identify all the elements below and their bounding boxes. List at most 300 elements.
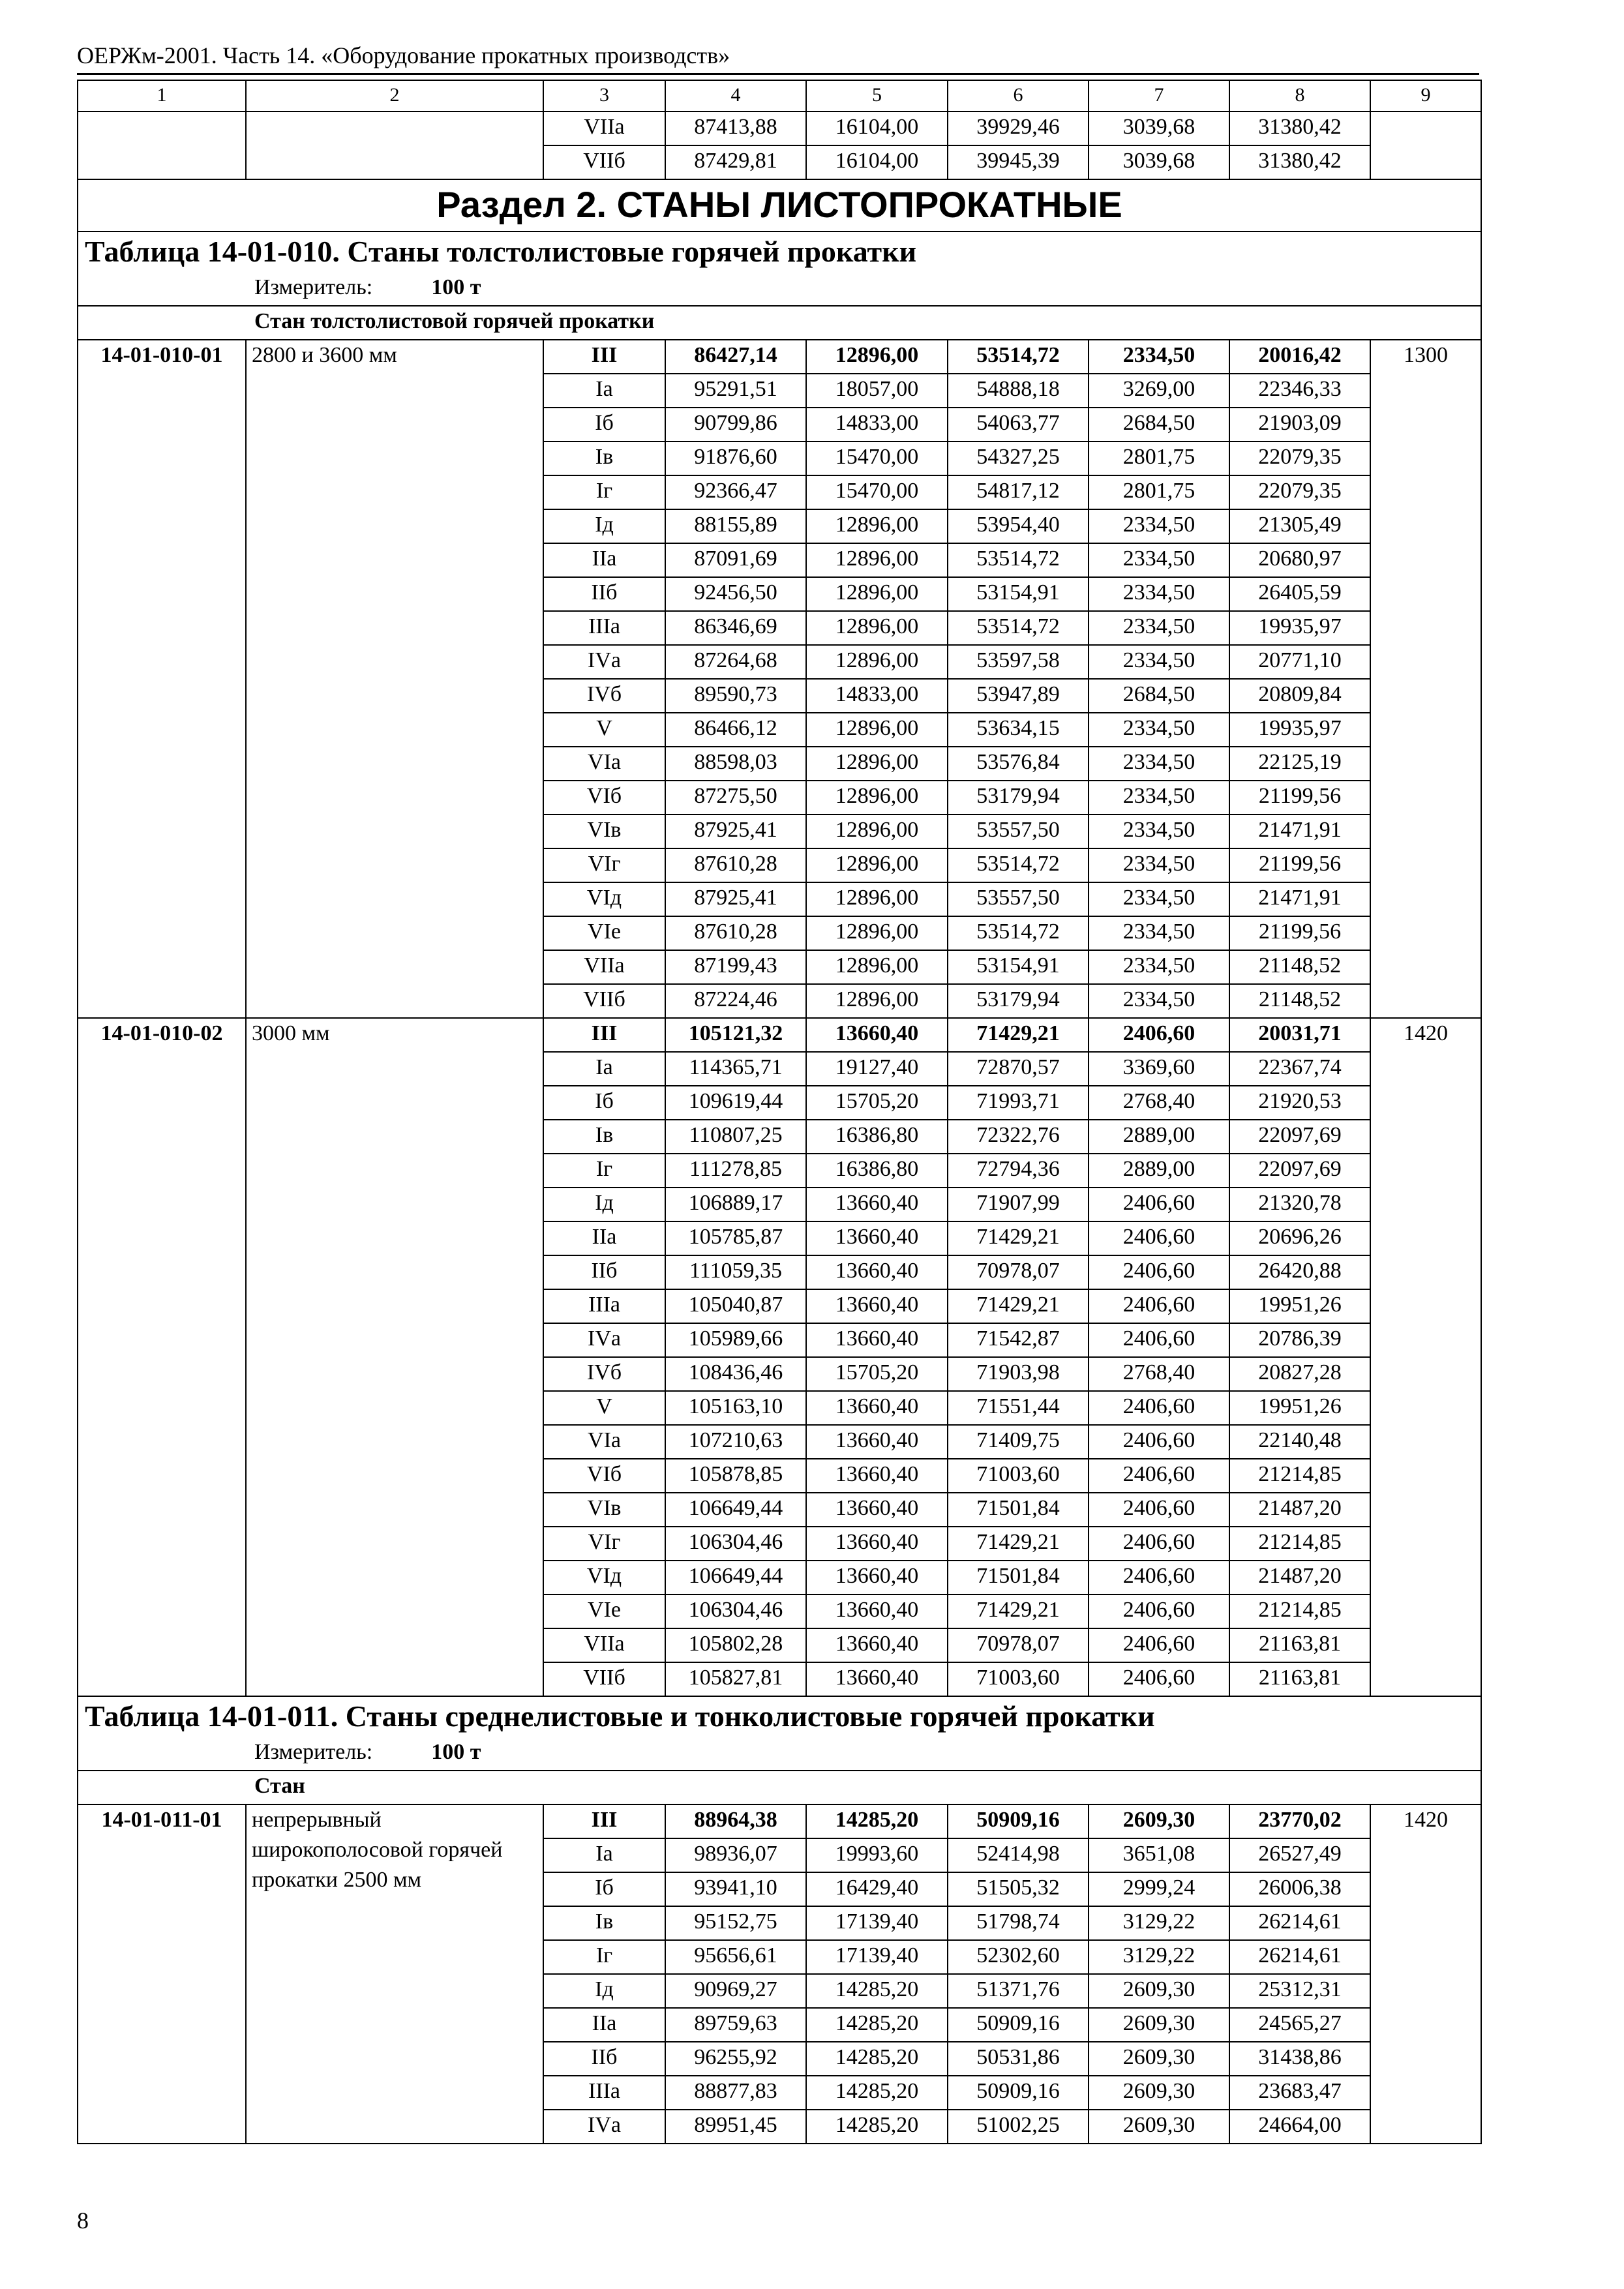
table-row: [78, 1493, 1481, 1527]
value-cell: 95152,75: [665, 1906, 806, 1940]
value-cell: 12896,00: [806, 984, 948, 1018]
col9-cell: [1370, 509, 1481, 543]
value-cell: 51798,74: [948, 1906, 1089, 1940]
column-number: 8: [1229, 80, 1370, 112]
name-cell: [246, 1628, 543, 1662]
section-title-row: [78, 179, 1481, 232]
value-cell: 71429,21: [948, 1221, 1089, 1255]
value-cell: 2406,60: [1089, 1188, 1229, 1221]
value-cell: 13660,40: [806, 1459, 948, 1493]
value-cell: 2406,60: [1089, 1561, 1229, 1594]
table-row: [78, 1940, 1481, 1974]
col9-cell: [1370, 2110, 1481, 2144]
column-number: 6: [948, 80, 1089, 112]
value-cell: 23683,47: [1229, 2076, 1370, 2110]
value-cell: 2334,50: [1089, 916, 1229, 950]
value-cell: 20031,71: [1229, 1018, 1370, 1052]
section-title: Раздел 2. СТАНЫ ЛИСТОПРОКАТНЫЕ: [78, 179, 1481, 232]
value-cell: 13660,40: [806, 1323, 948, 1357]
value-cell: IVб: [543, 1357, 665, 1391]
value-cell: 20809,84: [1229, 679, 1370, 713]
col9-cell: [1370, 1120, 1481, 1154]
value-cell: 14285,20: [806, 2110, 948, 2144]
page-number: 8: [77, 2207, 89, 2234]
value-cell: VIе: [543, 916, 665, 950]
value-cell: 87199,43: [665, 950, 806, 984]
value-cell: 53179,94: [948, 984, 1089, 1018]
table-title: Таблица 14-01-010. Станы толстолистовые горячей прокатки: [78, 232, 1481, 273]
name-cell: [246, 441, 543, 475]
value-cell: 105040,87: [665, 1289, 806, 1323]
value-cell: 21487,20: [1229, 1493, 1370, 1527]
value-cell: 89759,63: [665, 2008, 806, 2042]
value-cell: 71003,60: [948, 1459, 1089, 1493]
table-row: [78, 374, 1481, 408]
code-cell: [78, 1086, 246, 1120]
value-cell: 13660,40: [806, 1221, 948, 1255]
value-cell: 2406,60: [1089, 1018, 1229, 1052]
value-cell: 39945,39: [948, 145, 1089, 179]
value-cell: 91876,60: [665, 441, 806, 475]
table-row: [78, 747, 1481, 781]
name-cell: [246, 848, 543, 882]
value-cell: 89951,45: [665, 2110, 806, 2144]
measure-unit: [78, 1737, 1481, 1771]
value-cell: 87224,46: [665, 984, 806, 1018]
col9-cell: 1420: [1370, 1804, 1481, 1838]
col9-cell: [1370, 1493, 1481, 1527]
value-cell: IVа: [543, 645, 665, 679]
value-cell: 2801,75: [1089, 441, 1229, 475]
value-cell: 98936,07: [665, 1838, 806, 1872]
value-cell: 22125,19: [1229, 747, 1370, 781]
code-cell: [78, 1974, 246, 2008]
table-row: [78, 1974, 1481, 2008]
code-cell: [78, 1940, 246, 1974]
value-cell: 13660,40: [806, 1188, 948, 1221]
value-cell: 16386,80: [806, 1154, 948, 1188]
code-cell: [78, 408, 246, 441]
code-cell: [78, 509, 246, 543]
value-cell: 2334,50: [1089, 950, 1229, 984]
value-cell: 19951,26: [1229, 1391, 1370, 1425]
code-cell: 14-01-010-02: [78, 1018, 246, 1052]
value-cell: 105989,66: [665, 1323, 806, 1357]
name-cell: [246, 679, 543, 713]
value-cell: 26420,88: [1229, 1255, 1370, 1289]
col9-cell: [1370, 984, 1481, 1018]
table-row: [78, 509, 1481, 543]
column-number: 1: [78, 80, 246, 112]
value-cell: 54817,12: [948, 475, 1089, 509]
value-cell: 19935,97: [1229, 713, 1370, 747]
col9-cell: [1370, 882, 1481, 916]
value-cell: 13660,40: [806, 1527, 948, 1561]
column-number: 4: [665, 80, 806, 112]
name-cell: [246, 1086, 543, 1120]
table-row: [78, 984, 1481, 1018]
value-cell: 50909,16: [948, 1804, 1089, 1838]
value-cell: 108436,46: [665, 1357, 806, 1391]
col9-cell: [1370, 1527, 1481, 1561]
col9-cell: [1370, 1289, 1481, 1323]
col9-cell: [1370, 1662, 1481, 1696]
value-cell: 20827,28: [1229, 1357, 1370, 1391]
value-cell: 88964,38: [665, 1804, 806, 1838]
table-row: [78, 1154, 1481, 1188]
name-cell: [246, 2076, 543, 2110]
value-cell: 54327,25: [948, 441, 1089, 475]
value-cell: 39929,46: [948, 112, 1089, 145]
value-cell: 2334,50: [1089, 645, 1229, 679]
name-cell: [246, 1527, 543, 1561]
measure-label: Измеритель:: [254, 1740, 373, 1764]
value-cell: 2406,60: [1089, 1527, 1229, 1561]
item-description: непрерывный широкополосовой горячей прокатки 2500 мм: [252, 1808, 503, 1892]
col9-cell: [1370, 543, 1481, 577]
value-cell: VIIа: [543, 112, 665, 145]
name-cell: [246, 747, 543, 781]
value-cell: 19935,97: [1229, 611, 1370, 645]
table-row: [78, 1459, 1481, 1493]
value-cell: 71429,21: [948, 1018, 1089, 1052]
col9-cell: [1370, 815, 1481, 848]
value-cell: 87925,41: [665, 815, 806, 848]
value-cell: 3651,08: [1089, 1838, 1229, 1872]
value-cell: 21487,20: [1229, 1561, 1370, 1594]
value-cell: 93941,10: [665, 1872, 806, 1906]
value-cell: 2684,50: [1089, 408, 1229, 441]
value-cell: 13660,40: [806, 1255, 948, 1289]
value-cell: 21148,52: [1229, 950, 1370, 984]
table-row: [78, 1188, 1481, 1221]
value-cell: 14285,20: [806, 2076, 948, 2110]
value-cell: 15470,00: [806, 475, 948, 509]
table-row: [78, 679, 1481, 713]
value-cell: VIIа: [543, 950, 665, 984]
code-cell: [78, 374, 246, 408]
code-cell: [78, 815, 246, 848]
value-cell: 87925,41: [665, 882, 806, 916]
name-cell: [246, 1940, 543, 1974]
column-number: 2: [246, 80, 543, 112]
column-number: 3: [543, 80, 665, 112]
col9-cell: 1300: [1370, 340, 1481, 374]
value-cell: 106304,46: [665, 1594, 806, 1628]
code-cell: [78, 1872, 246, 1906]
group-row: [78, 306, 1481, 340]
name-cell: [246, 1425, 543, 1459]
col9-cell: [1370, 2008, 1481, 2042]
value-cell: 2334,50: [1089, 509, 1229, 543]
value-cell: 13660,40: [806, 1391, 948, 1425]
value-cell: 50909,16: [948, 2008, 1089, 2042]
value-cell: 14285,20: [806, 2042, 948, 2076]
value-cell: 71501,84: [948, 1493, 1089, 1527]
value-cell: 20786,39: [1229, 1323, 1370, 1357]
value-cell: Iг: [543, 1154, 665, 1188]
value-cell: 53514,72: [948, 916, 1089, 950]
value-cell: 90799,86: [665, 408, 806, 441]
table-row: [78, 611, 1481, 645]
value-cell: 24565,27: [1229, 2008, 1370, 2042]
value-cell: 53947,89: [948, 679, 1089, 713]
value-cell: 90969,27: [665, 1974, 806, 2008]
value-cell: 22079,35: [1229, 441, 1370, 475]
code-cell: [78, 441, 246, 475]
value-cell: 22097,69: [1229, 1154, 1370, 1188]
value-cell: 71542,87: [948, 1323, 1089, 1357]
name-cell: [246, 1906, 543, 1940]
value-cell: Iа: [543, 374, 665, 408]
value-cell: 2609,30: [1089, 2110, 1229, 2144]
value-cell: 87429,81: [665, 145, 806, 179]
measure-row: [78, 273, 1481, 306]
value-cell: 14285,20: [806, 2008, 948, 2042]
value-cell: 86346,69: [665, 611, 806, 645]
table-row: [78, 1527, 1481, 1561]
code-cell: [78, 145, 246, 179]
value-cell: 21148,52: [1229, 984, 1370, 1018]
value-cell: 23770,02: [1229, 1804, 1370, 1838]
value-cell: 70978,07: [948, 1255, 1089, 1289]
name-cell: [246, 1804, 543, 1892]
value-cell: 21305,49: [1229, 509, 1370, 543]
price-table: [77, 80, 1482, 2144]
value-cell: VIд: [543, 1561, 665, 1594]
value-cell: 2609,30: [1089, 2042, 1229, 2076]
table-row: [78, 2076, 1481, 2110]
measure-value: 100 т: [431, 275, 481, 299]
table-title: Таблица 14-01-011. Станы среднелистовые и тонколистовые горячей прокатки: [78, 1696, 1481, 1737]
value-cell: 2334,50: [1089, 543, 1229, 577]
value-cell: 2609,30: [1089, 2076, 1229, 2110]
value-cell: 12896,00: [806, 577, 948, 611]
value-cell: 2406,60: [1089, 1289, 1229, 1323]
value-cell: 12896,00: [806, 916, 948, 950]
value-cell: 52414,98: [948, 1838, 1089, 1872]
value-cell: IVа: [543, 1323, 665, 1357]
table-row: [78, 1086, 1481, 1120]
value-cell: VIа: [543, 747, 665, 781]
value-cell: 3369,60: [1089, 1052, 1229, 1086]
code-cell: [78, 1561, 246, 1594]
name-cell: [246, 1561, 543, 1594]
value-cell: Iа: [543, 1052, 665, 1086]
value-cell: 2768,40: [1089, 1357, 1229, 1391]
page-header: ОЕРЖм-2001. Часть 14. «Оборудование прокатных производств»: [77, 42, 730, 68]
value-cell: 51002,25: [948, 2110, 1089, 2144]
col9-cell: [1370, 713, 1481, 747]
code-cell: [78, 611, 246, 645]
value-cell: IVб: [543, 679, 665, 713]
value-cell: III: [543, 1018, 665, 1052]
value-cell: 106649,44: [665, 1493, 806, 1527]
col9-cell: [1370, 916, 1481, 950]
value-cell: Iд: [543, 1188, 665, 1221]
value-cell: 13660,40: [806, 1289, 948, 1323]
value-cell: IIIа: [543, 1289, 665, 1323]
value-cell: 13660,40: [806, 1561, 948, 1594]
name-cell: [246, 509, 543, 543]
table-row: [78, 1120, 1481, 1154]
table-row: [78, 1594, 1481, 1628]
value-cell: 53597,58: [948, 645, 1089, 679]
value-cell: 96255,92: [665, 2042, 806, 2076]
value-cell: 12896,00: [806, 815, 948, 848]
value-cell: IIб: [543, 2042, 665, 2076]
table-row: [78, 950, 1481, 984]
value-cell: 51505,32: [948, 1872, 1089, 1906]
value-cell: 19127,40: [806, 1052, 948, 1086]
value-cell: 15705,20: [806, 1086, 948, 1120]
value-cell: V: [543, 713, 665, 747]
code-cell: [78, 1459, 246, 1493]
value-cell: 53634,15: [948, 713, 1089, 747]
code-cell: [78, 848, 246, 882]
col9-cell: [1370, 1323, 1481, 1357]
value-cell: 106889,17: [665, 1188, 806, 1221]
name-cell: [246, 2008, 543, 2042]
value-cell: 12896,00: [806, 509, 948, 543]
name-cell: [246, 882, 543, 916]
table-row: [78, 1255, 1481, 1289]
value-cell: Iд: [543, 1974, 665, 2008]
value-cell: 2334,50: [1089, 781, 1229, 815]
column-number: 9: [1370, 80, 1481, 112]
value-cell: 2406,60: [1089, 1662, 1229, 1696]
value-cell: IVа: [543, 2110, 665, 2144]
col9-cell: [1370, 2076, 1481, 2110]
table-row: [78, 1662, 1481, 1696]
value-cell: 13660,40: [806, 1425, 948, 1459]
value-cell: 31438,86: [1229, 2042, 1370, 2076]
value-cell: 2406,60: [1089, 1391, 1229, 1425]
value-cell: 51371,76: [948, 1974, 1089, 2008]
code-cell: [78, 713, 246, 747]
value-cell: 2406,60: [1089, 1255, 1229, 1289]
value-cell: 95291,51: [665, 374, 806, 408]
table-row: [78, 1804, 1481, 1838]
code-cell: [78, 882, 246, 916]
value-cell: 19993,60: [806, 1838, 948, 1872]
name-cell: [246, 475, 543, 509]
value-cell: 2334,50: [1089, 747, 1229, 781]
name-cell: [246, 950, 543, 984]
item-description: 3000 мм: [252, 1021, 330, 1045]
code-cell: [78, 984, 246, 1018]
value-cell: 24664,00: [1229, 2110, 1370, 2144]
code-cell: [78, 1662, 246, 1696]
name-cell: [246, 1188, 543, 1221]
value-cell: 2406,60: [1089, 1425, 1229, 1459]
code-cell: [78, 1255, 246, 1289]
value-cell: 20016,42: [1229, 340, 1370, 374]
table-row: [78, 2042, 1481, 2076]
code-cell: [78, 475, 246, 509]
group-title: Стан толстолистовой горячей прокатки: [78, 306, 1481, 340]
value-cell: 70978,07: [948, 1628, 1089, 1662]
col9-cell: [1370, 1974, 1481, 2008]
value-cell: 71429,21: [948, 1594, 1089, 1628]
code-cell: [78, 112, 246, 145]
col9-cell: [1370, 2042, 1481, 2076]
name-cell: [246, 1459, 543, 1493]
table-title-row: [78, 232, 1481, 273]
value-cell: 17139,40: [806, 1906, 948, 1940]
value-cell: 18057,00: [806, 374, 948, 408]
value-cell: 52302,60: [948, 1940, 1089, 1974]
value-cell: 14285,20: [806, 1974, 948, 2008]
value-cell: 22367,74: [1229, 1052, 1370, 1086]
column-number: 5: [806, 80, 948, 112]
table-row: [78, 781, 1481, 815]
value-cell: 87091,69: [665, 543, 806, 577]
code-cell: [78, 1391, 246, 1425]
value-cell: 2609,30: [1089, 1974, 1229, 2008]
value-cell: VIа: [543, 1425, 665, 1459]
name-cell: [246, 408, 543, 441]
value-cell: 2768,40: [1089, 1086, 1229, 1120]
value-cell: 71429,21: [948, 1527, 1089, 1561]
value-cell: Iв: [543, 441, 665, 475]
value-cell: 22079,35: [1229, 475, 1370, 509]
value-cell: 13660,40: [806, 1018, 948, 1052]
value-cell: 53154,91: [948, 577, 1089, 611]
value-cell: 21920,53: [1229, 1086, 1370, 1120]
value-cell: 13660,40: [806, 1662, 948, 1696]
name-cell: [246, 1052, 543, 1086]
value-cell: 72870,57: [948, 1052, 1089, 1086]
value-cell: 25312,31: [1229, 1974, 1370, 2008]
table-row: [78, 1289, 1481, 1323]
code-cell: 14-01-010-01: [78, 340, 246, 374]
code-cell: [78, 2042, 246, 2076]
table-row: [78, 577, 1481, 611]
col9-cell: [1370, 611, 1481, 645]
col9-cell: [1370, 848, 1481, 882]
value-cell: III: [543, 1804, 665, 1838]
col9-cell: [1370, 1872, 1481, 1906]
table-row: [78, 1221, 1481, 1255]
name-cell: [246, 340, 543, 374]
value-cell: 2889,00: [1089, 1154, 1229, 1188]
col9-cell: [1370, 475, 1481, 509]
value-cell: 21903,09: [1229, 408, 1370, 441]
col9-cell: [1370, 1086, 1481, 1120]
col9-cell: [1370, 408, 1481, 441]
value-cell: 86427,14: [665, 340, 806, 374]
col9-cell: [1370, 577, 1481, 611]
value-cell: 2334,50: [1089, 848, 1229, 882]
value-cell: 87610,28: [665, 916, 806, 950]
name-cell: [246, 1120, 543, 1154]
table-row: [78, 543, 1481, 577]
name-cell: [246, 1662, 543, 1696]
value-cell: 2406,60: [1089, 1323, 1229, 1357]
value-cell: VIIа: [543, 1628, 665, 1662]
name-cell: [246, 645, 543, 679]
value-cell: 12896,00: [806, 713, 948, 747]
code-cell: [78, 2110, 246, 2144]
code-cell: [78, 1323, 246, 1357]
value-cell: 71501,84: [948, 1561, 1089, 1594]
code-cell: [78, 645, 246, 679]
value-cell: VIIб: [543, 1662, 665, 1696]
value-cell: 53514,72: [948, 611, 1089, 645]
value-cell: 20771,10: [1229, 645, 1370, 679]
table-title-row: [78, 1696, 1481, 1737]
